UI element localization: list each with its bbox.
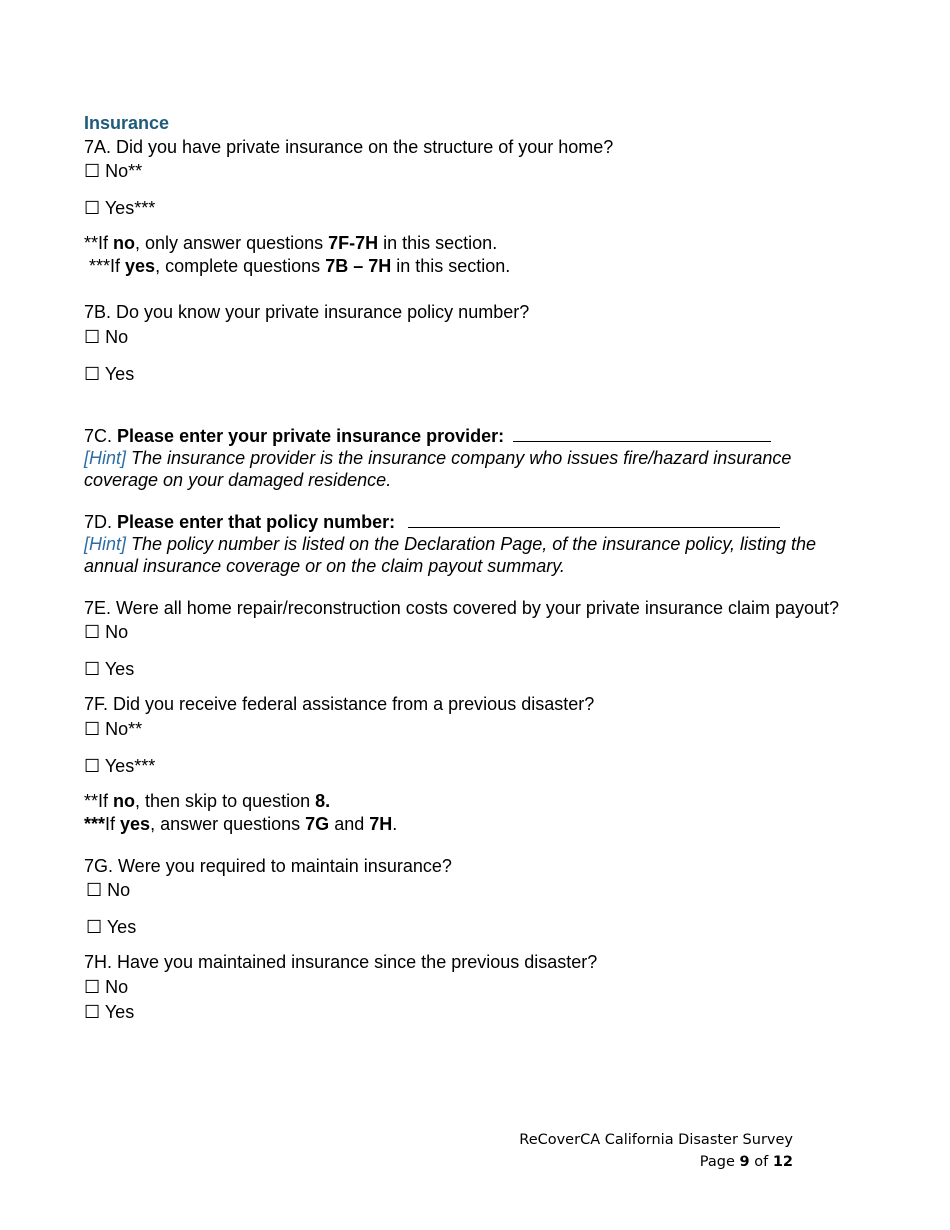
- question-7f: 7F. Did you receive federal assistance from a previous disaster?: [84, 694, 595, 714]
- question-7d-label: Please enter that policy number:: [117, 512, 396, 532]
- option-7g-no[interactable]: [86, 879, 130, 901]
- option-label: Yes: [104, 659, 135, 679]
- note-7a-no: **If no, only answer questions 7F-7H in this section.: [84, 233, 498, 253]
- checkbox-icon[interactable]: ☐: [86, 880, 103, 900]
- question-7c: 7C. Please enter your private insurance provider:: [84, 425, 771, 447]
- option-label: No**: [105, 161, 143, 181]
- option-label: No: [105, 327, 129, 347]
- question-7g: 7G. Were you required to maintain insurance?: [84, 856, 452, 876]
- hint-7c-line2: coverage on your damaged residence.: [84, 470, 392, 490]
- question-7c-label: Please enter your private insurance provider:: [117, 426, 505, 446]
- provider-input-line[interactable]: [513, 425, 771, 442]
- footer-page-number: Page 9 of 12: [699, 1154, 793, 1170]
- option-label: No: [105, 622, 129, 642]
- checkbox-icon[interactable]: ☐: [84, 659, 101, 679]
- checkbox-icon[interactable]: ☐: [84, 198, 101, 218]
- checkbox-icon[interactable]: ☐: [84, 364, 101, 384]
- question-7b: 7B. Do you know your private insurance policy number?: [84, 302, 530, 322]
- checkbox-icon[interactable]: ☐: [84, 161, 101, 181]
- option-label: Yes: [104, 364, 135, 384]
- option-label: No**: [105, 719, 143, 739]
- option-label: Yes***: [104, 198, 156, 218]
- option-7f-no[interactable]: [84, 718, 142, 740]
- footer-survey-name: ReCoverCA California Disaster Survey: [519, 1132, 793, 1148]
- hint-7d-line2: annual insurance coverage or on the claim payout summary.: [84, 556, 565, 576]
- option-label: Yes***: [104, 756, 156, 776]
- checkbox-icon[interactable]: ☐: [84, 622, 101, 642]
- option-7g-yes[interactable]: [86, 916, 136, 938]
- note-7f-yes: ***If yes, answer questions 7G and 7H.: [84, 814, 398, 834]
- checkbox-icon[interactable]: ☐: [84, 977, 101, 997]
- question-7d: 7D. Please enter that policy number:: [84, 511, 780, 533]
- option-7a-no[interactable]: [84, 160, 142, 182]
- checkbox-icon[interactable]: ☐: [86, 917, 103, 937]
- section-title: Insurance: [84, 113, 170, 133]
- option-label: Yes: [104, 1002, 135, 1022]
- checkbox-icon[interactable]: ☐: [84, 756, 101, 776]
- option-label: No: [107, 880, 131, 900]
- note-7a-yes: ***If yes, complete questions 7B – 7H in this section.: [84, 256, 511, 276]
- option-7e-no[interactable]: [84, 621, 128, 643]
- checkbox-icon[interactable]: ☐: [84, 719, 101, 739]
- policy-number-input-line[interactable]: [408, 511, 780, 528]
- option-7h-yes[interactable]: [84, 1001, 134, 1023]
- option-label: Yes: [106, 917, 137, 937]
- question-7h: 7H. Have you maintained insurance since the previous disaster?: [84, 952, 598, 972]
- note-7f-no: **If no, then skip to question 8.: [84, 791, 331, 811]
- question-7a: 7A. Did you have private insurance on the structure of your home?: [84, 137, 614, 157]
- option-7h-no[interactable]: [84, 976, 128, 998]
- checkbox-icon[interactable]: ☐: [84, 1002, 101, 1022]
- hint-7d-line1: [Hint] The policy number is listed on the Declaration Page, of the insurance policy, listing the: [84, 534, 817, 554]
- checkbox-icon[interactable]: ☐: [84, 327, 101, 347]
- option-label: No: [105, 977, 129, 997]
- question-7e: 7E. Were all home repair/reconstruction costs covered by your private insurance claim payout?: [84, 598, 840, 618]
- option-7a-yes[interactable]: [84, 197, 155, 219]
- option-7e-yes[interactable]: [84, 658, 134, 680]
- option-7b-yes[interactable]: [84, 363, 134, 385]
- option-7b-no[interactable]: [84, 326, 128, 348]
- hint-7c-line1: [Hint] The insurance provider is the insurance company who issues fire/hazard insurance: [84, 448, 792, 468]
- option-7f-yes[interactable]: [84, 755, 155, 777]
